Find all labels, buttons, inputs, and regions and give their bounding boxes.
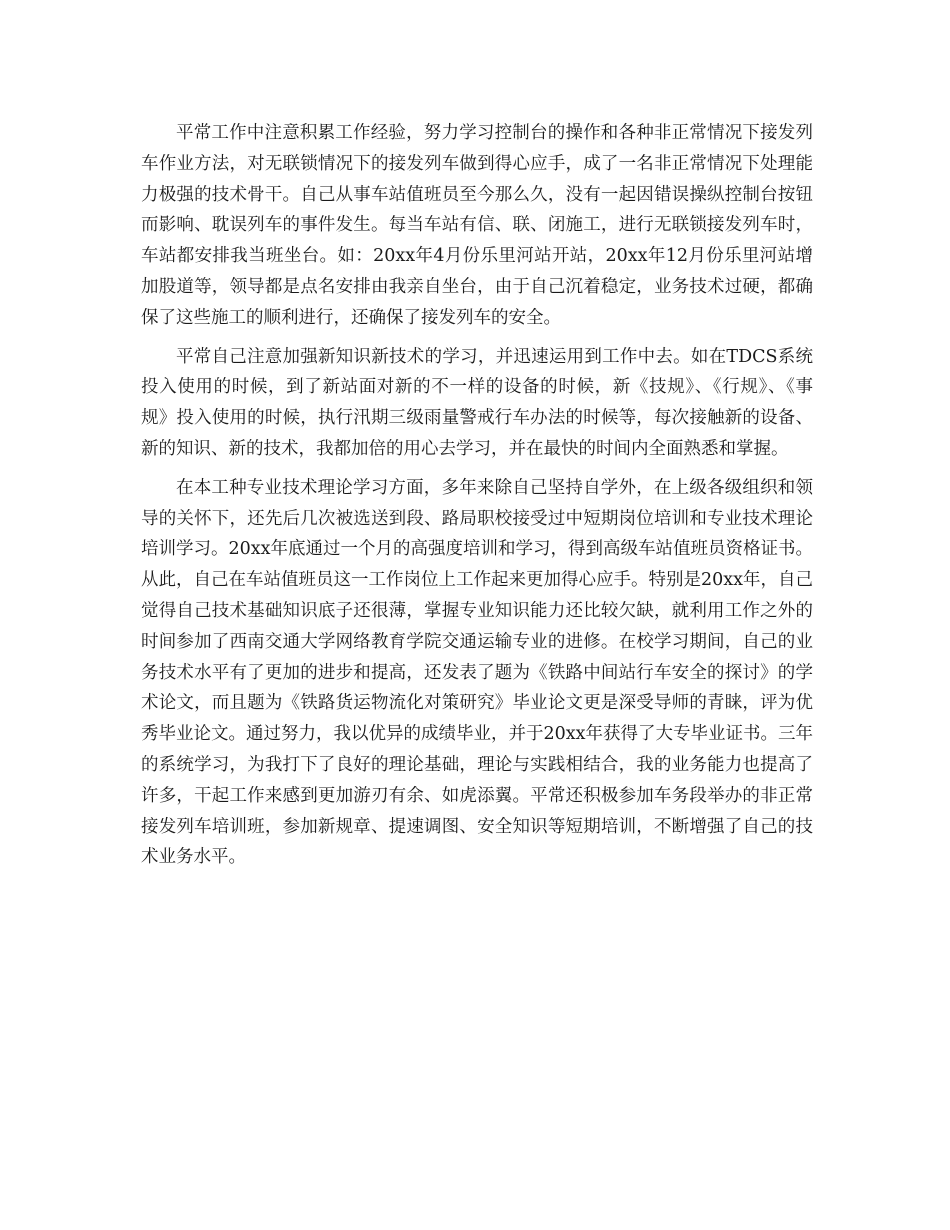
paragraph-new-knowledge: 平常自己注意加强新知识新技术的学习，并迅速运用到工作中去。如在TDCS系统投入使用的时候，到了新站面对新的不一样的设备的时候，新《技规》、《行规》、《事规》投入使用的时候，执行汛期三级雨量警戒行车办法的时候等，每次接触新的设备、新的知识、新的技术，我都加倍的用心去学习，并在最快的时间内全面熟悉和掌握。 bbox=[141, 346, 813, 459]
paragraph-professional-study: 在本工种专业技术理论学习方面，多年来除自己坚持自学外，在上级各级组织和领导的关怀下，还先后几次被选送到段、路局职校接受过中短期岗位培训和专业技术理论培训学习。20xx年底通过一个月的高强度培训和学习，得到高级车站值班员资格证书。从此，自己在车站值班员这一工作岗位上工作起来更加得心应手。特别是20xx年，自己觉得自己技术基础知识底子还很薄，掌握专业知识能力还比较欠缺，就利用工作之外的时间参加了西南交通大学网络教育学院交通运输专业的进修。在校学习期间，自己的业务技术水平有了更加的进步和提高，还发表了题为《铁路中间站行车安全的探讨》的学术论文，而且题为《铁路货运物流化对策研究》毕业论文更是深受导师的青睐，评为优秀毕业论文。通过努力，我以优异的成绩毕业，并于20xx年获得了大专毕业证书。三年的系统学习，为我打下了良好的理论基础，理论与实践相结合，我的业务能力也提高了许多，干起工作来感到更加游刃有余、如虎添翼。平常还积极参加车务段举办的非正常接发列车培训班，参加新规章、提速调图、安全知识等短期培训，不断增强了自己的技术业务水平。 bbox=[141, 477, 814, 868]
document-body bbox=[141, 118, 813, 881]
paragraph-work-experience: 平常工作中注意积累工作经验，努力学习控制台的操作和各种非正常情况下接发列车作业方法，对无联锁情况下的接发列车做到得心应手，成了一名非正常情况下处理能力极强的技术骨干。自己从事车站值班员至今那么久，没有一起因错误操纵控制台按钮而影响、耽误列车的事件发生。每当车站有信、联、闭施工，进行无联锁接发列车时，车站都安排我当班坐台。如：20xx年4月份乐里河站开站，20xx年12月份乐里河站增加股道等，领导都是点名安排由我亲自坐台，由于自己沉着稳定，业务技术过硬，都确保了这些施工的顺利进行，还确保了接发列车的安全。 bbox=[141, 123, 813, 328]
